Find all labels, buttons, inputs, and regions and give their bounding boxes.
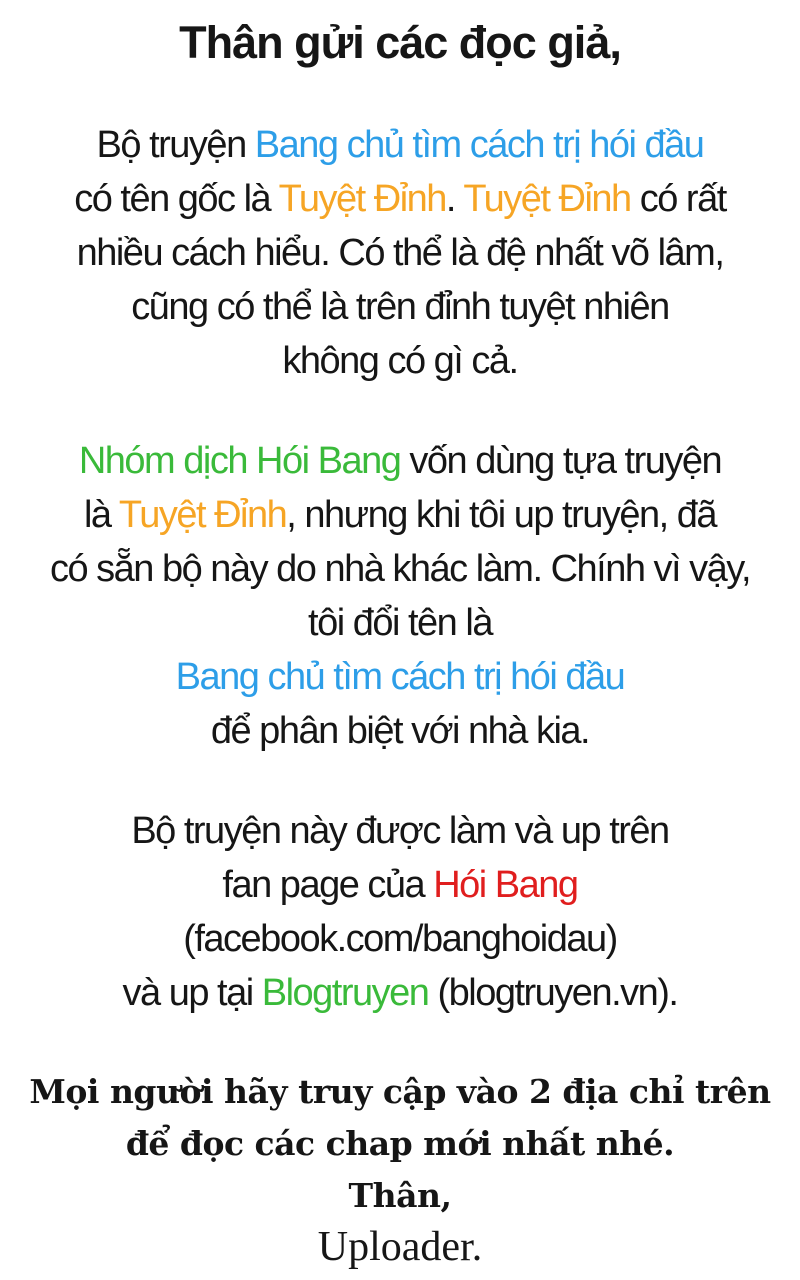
paragraph-call-to-action [0, 1066, 800, 1170]
text-segment: Mọi người hãy truy cập vào 2 địa chỉ trên [29, 1072, 771, 1111]
text-line [0, 280, 800, 334]
text-line [0, 596, 800, 650]
page-title: Thân gửi các đọc giả, [179, 17, 621, 68]
text-segment: có rất [630, 178, 726, 220]
text-segment: (facebook.com/banghoidau) [183, 918, 617, 960]
highlight-segment-green: Blogtruyen [261, 972, 429, 1014]
text-line [0, 1170, 800, 1222]
text-segment: fan page của [222, 864, 434, 906]
highlight-segment-orange: Tuyệt Đỉnh [278, 178, 446, 220]
highlight-segment-blue: Bang chủ tìm cách trị hói đầu [254, 124, 704, 166]
text-segment: nhiều cách hiểu. Có thể là đệ nhất võ lâm, [76, 232, 724, 274]
text-line [0, 804, 800, 858]
paragraph-closing [0, 1170, 800, 1222]
highlight-segment-orange: Tuyệt Đỉnh [463, 178, 631, 220]
text-line [0, 1222, 800, 1272]
text-line [0, 704, 800, 758]
text-segment: tôi đổi tên là [308, 602, 492, 644]
text-segment: để phân biệt với nhà kia. [210, 710, 590, 752]
text-line [0, 488, 800, 542]
text-line [0, 118, 800, 172]
text-segment: . [445, 178, 464, 220]
text-segment: là [83, 494, 119, 536]
text-segment: và up tại [122, 972, 262, 1014]
highlight-segment-orange: Tuyệt Đỉnh [118, 494, 287, 536]
highlight-segment-red: Hói Bang [433, 864, 578, 906]
text-line [0, 434, 800, 488]
text-segment: Bộ truyện này được làm và up trên [131, 810, 669, 852]
highlight-segment-blue: Bang chủ tìm cách trị hói đầu [175, 656, 625, 698]
text-line [0, 650, 800, 704]
text-segment: vốn dùng tựa truyện [400, 440, 722, 482]
text-line [0, 334, 800, 388]
paragraph-rename-note [0, 434, 800, 758]
text-segment: Uploader. [317, 1224, 483, 1270]
text-line [0, 858, 800, 912]
text-segment: cũng có thể là trên đỉnh tuyệt nhiên [131, 286, 669, 328]
paragraph-origin-note [0, 118, 800, 388]
text-line [0, 912, 800, 966]
paragraph-signature [0, 1222, 800, 1272]
text-line [0, 172, 800, 226]
text-segment: (blogtruyen.vn). [428, 972, 678, 1014]
text-segment: có tên gốc là [74, 178, 279, 220]
highlight-segment-green: Nhóm dịch Hói Bang [78, 440, 401, 482]
note-paragraphs [0, 118, 800, 1272]
text-segment: không có gì cả. [282, 340, 518, 382]
text-line [0, 542, 800, 596]
text-line [0, 1066, 800, 1118]
text-segment: , nhưng khi tôi up truyện, đã [286, 494, 717, 536]
text-segment: Bộ truyện [96, 124, 255, 166]
text-segment: có sẵn bộ này do nhà khác làm. Chính vì vậy, [49, 548, 751, 590]
text-segment: Thân, [348, 1176, 452, 1215]
text-line [0, 226, 800, 280]
text-line [0, 966, 800, 1020]
text-line [0, 1118, 800, 1170]
text-segment: để đọc các chap mới nhất nhé. [125, 1124, 675, 1163]
paragraph-upload-channels [0, 804, 800, 1020]
